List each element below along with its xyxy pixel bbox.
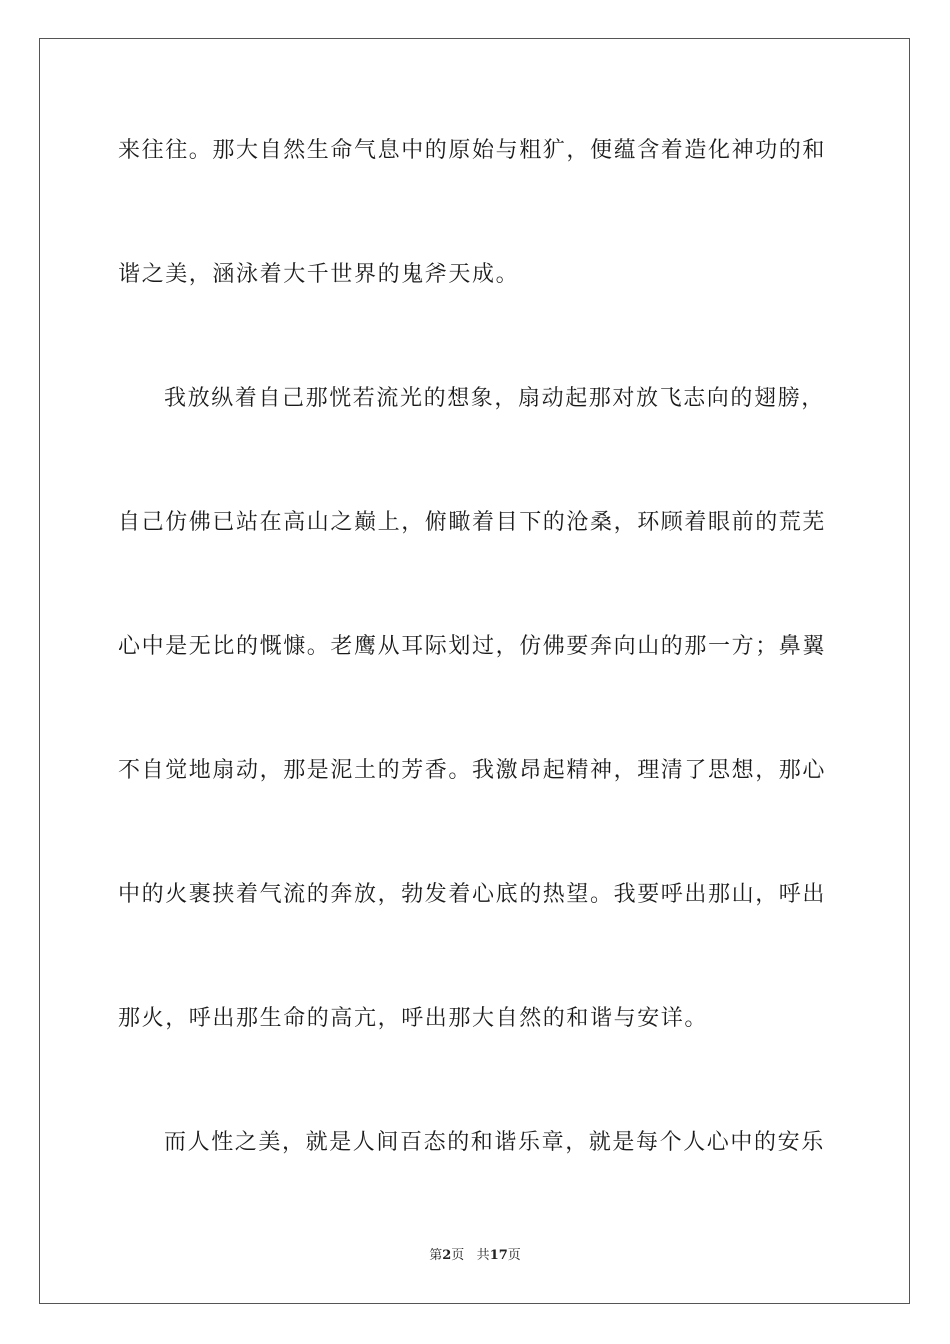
text-line-6: 不自觉地扇动，那是泥土的芳香。我激昂起精神，理清了思想，那心 [118, 758, 827, 783]
page-number: 2 [442, 1248, 452, 1263]
page-footer [0, 1247, 950, 1265]
total-suffix: 页 [507, 1248, 521, 1263]
text-line-7: 中的火裹挟着气流的奔放，勃发着心底的热望。我要呼出那山，呼出 [118, 882, 827, 907]
text-line-9: 而人性之美，就是人间百态的和谐乐章，就是每个人心中的安乐 [164, 1130, 825, 1155]
page-prefix: 第 [429, 1248, 443, 1263]
text-line-5: 心中是无比的慨慷。老鹰从耳际划过，仿佛要奔向山的那一方；鼻翼 [118, 634, 827, 659]
page-suffix: 页 [451, 1248, 465, 1263]
text-line-2: 谐之美，涵泳着大千世界的鬼斧天成。 [118, 262, 520, 287]
text-line-4: 自己仿佛已站在高山之巅上，俯瞰着目下的沧桑，环顾着眼前的荒芜 [118, 510, 827, 535]
total-pages: 17 [489, 1248, 508, 1263]
text-line-1: 来往往。那大自然生命气息中的原始与粗犷，便蕴含着造化神功的和 [118, 138, 827, 163]
text-line-8: 那火，呼出那生命的高亢，呼出那大自然的和谐与安详。 [118, 1006, 709, 1031]
page-border [39, 38, 910, 1304]
total-prefix: 共 [476, 1248, 490, 1263]
text-line-3: 我放纵着自己那恍若流光的想象，扇动起那对放飞志向的翅膀， [164, 386, 825, 411]
